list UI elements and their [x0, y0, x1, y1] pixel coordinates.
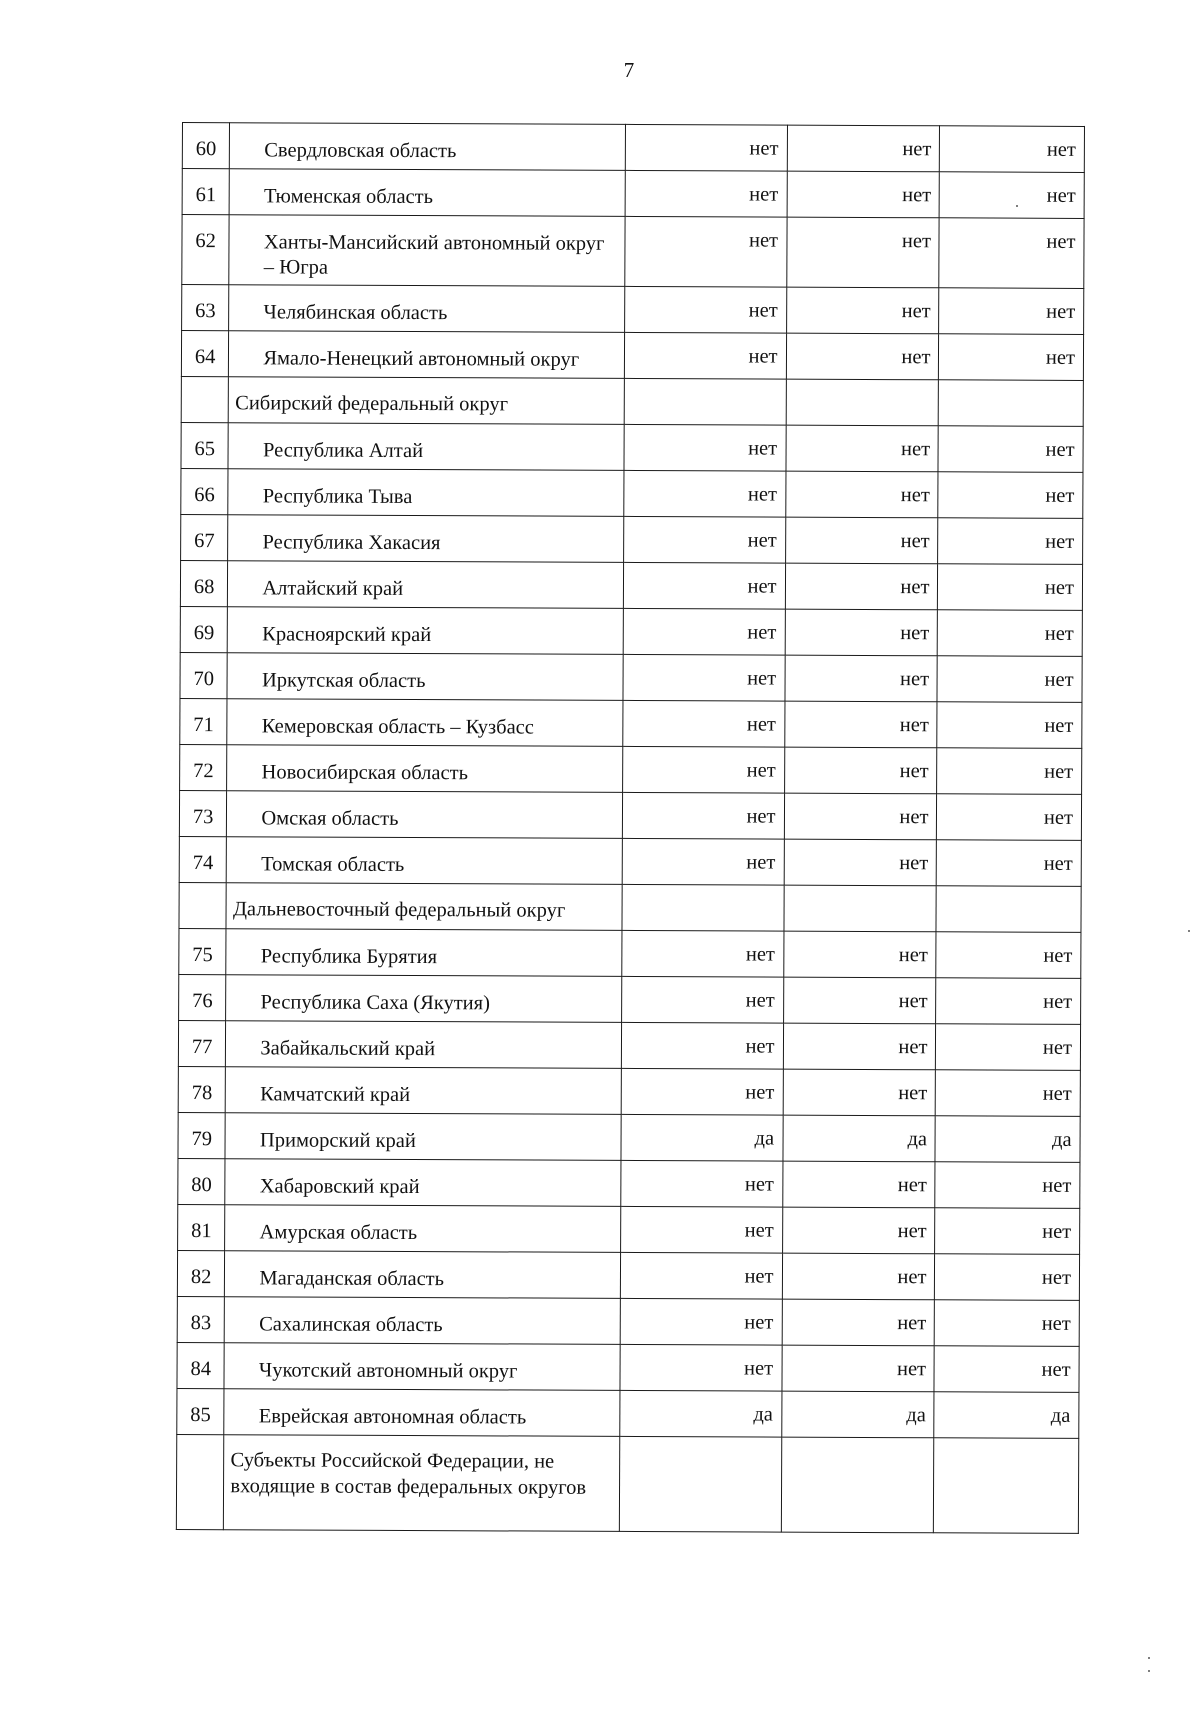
value-col-3: нет — [938, 564, 1083, 611]
value-col-3 — [939, 380, 1084, 427]
value-col-1: нет — [620, 1344, 782, 1391]
row-number: 85 — [177, 1388, 225, 1434]
row-number: 68 — [180, 560, 228, 606]
region-name: Республика Бурятия — [226, 929, 622, 977]
value-col-2 — [781, 1437, 934, 1533]
value-col-3: нет — [939, 288, 1084, 335]
row-number — [179, 882, 227, 928]
region-name: Забайкальский край — [226, 1021, 622, 1069]
value-col-1: да — [620, 1390, 782, 1437]
value-col-3 — [934, 1438, 1079, 1534]
value-col-1: нет — [623, 792, 785, 839]
row-number: 65 — [181, 422, 229, 468]
region-name: Сибирский федеральный округ — [229, 377, 625, 425]
value-col-2: нет — [786, 425, 939, 472]
row-number: 70 — [180, 652, 228, 698]
row-number: 60 — [182, 123, 230, 169]
row-number: 83 — [177, 1296, 225, 1342]
region-name: Амурская область — [225, 1205, 621, 1253]
value-col-2: нет — [786, 217, 939, 288]
value-col-2: нет — [784, 701, 937, 748]
value-col-3: нет — [935, 1208, 1080, 1255]
region-name: Камчатский край — [226, 1067, 622, 1115]
region-name: Иркутская область — [227, 653, 623, 701]
regions-table — [176, 122, 1085, 1534]
value-col-3: нет — [936, 978, 1081, 1025]
region-name: Омская область — [227, 791, 623, 839]
table-row — [178, 1020, 1080, 1070]
value-col-3: нет — [937, 748, 1082, 795]
region-name: Томская область — [227, 837, 623, 885]
value-col-2: нет — [783, 1069, 936, 1116]
value-col-1: нет — [621, 1022, 783, 1069]
value-col-2: нет — [782, 1299, 935, 1346]
value-col-3: нет — [935, 1162, 1080, 1209]
table-section-row — [179, 882, 1081, 932]
table-row — [180, 744, 1082, 794]
table-row — [181, 514, 1083, 564]
value-col-1 — [624, 378, 786, 425]
region-name: Республика Тыва — [228, 469, 624, 517]
value-col-1: нет — [624, 424, 786, 471]
value-col-3: нет — [937, 794, 1082, 841]
value-col-2: нет — [786, 287, 939, 334]
row-number: 64 — [181, 331, 229, 377]
row-number: 62 — [182, 215, 230, 285]
value-col-3: нет — [938, 518, 1083, 565]
value-col-1: нет — [621, 1160, 783, 1207]
row-number — [181, 376, 229, 422]
value-col-1: нет — [625, 216, 787, 287]
region-name: Алтайский край — [228, 561, 624, 609]
row-number: 78 — [178, 1066, 226, 1112]
table-row — [180, 698, 1082, 748]
value-col-2: нет — [785, 655, 938, 702]
table-section-row — [181, 376, 1083, 426]
scan-speck — [1188, 930, 1190, 932]
region-name: Еврейская автономная область — [224, 1389, 620, 1437]
table-row — [177, 1342, 1079, 1392]
row-number: 75 — [179, 928, 227, 974]
value-col-1: нет — [622, 838, 784, 885]
value-col-2: нет — [784, 839, 937, 886]
value-col-2: нет — [787, 125, 940, 172]
table-row — [179, 790, 1081, 840]
value-col-3 — [936, 886, 1081, 933]
table-row — [179, 974, 1081, 1024]
row-number: 71 — [180, 698, 228, 744]
value-col-2: нет — [782, 1207, 935, 1254]
row-number: 61 — [182, 169, 230, 215]
value-col-2: нет — [785, 609, 938, 656]
value-col-2: да — [783, 1115, 936, 1162]
region-name: Чукотский автономный округ — [224, 1343, 620, 1391]
region-name: Кемеровская область – Кузбасс — [227, 699, 623, 747]
row-number: 76 — [179, 974, 227, 1020]
value-col-2: нет — [785, 471, 938, 518]
table-row — [180, 560, 1082, 610]
row-number — [176, 1434, 224, 1529]
value-col-1: нет — [623, 608, 785, 655]
region-name: Сахалинская область — [225, 1297, 621, 1345]
region-name: Республика Алтай — [228, 423, 624, 471]
value-col-2: нет — [782, 1253, 935, 1300]
value-col-3: нет — [935, 1254, 1080, 1301]
table-row — [180, 606, 1082, 656]
regions-table-body — [176, 123, 1084, 1534]
value-col-1 — [622, 884, 784, 931]
value-col-2: нет — [783, 931, 936, 978]
value-col-2: нет — [786, 333, 939, 380]
row-number: 72 — [180, 744, 228, 790]
row-number: 80 — [178, 1158, 226, 1204]
table-row — [182, 215, 1084, 289]
value-col-1: да — [621, 1114, 783, 1161]
value-col-1: нет — [623, 700, 785, 747]
table-row — [182, 169, 1084, 219]
table-row — [177, 1296, 1079, 1346]
region-name: Магаданская область — [225, 1251, 621, 1299]
table-row — [178, 1204, 1080, 1254]
table-section-row — [176, 1434, 1078, 1533]
value-col-2 — [784, 885, 937, 932]
value-col-1: нет — [622, 976, 784, 1023]
value-col-3: нет — [939, 218, 1084, 289]
value-col-2 — [786, 379, 939, 426]
table-row — [178, 1066, 1080, 1116]
value-col-3: нет — [938, 426, 1083, 473]
value-col-2: нет — [783, 977, 936, 1024]
region-name: Челябинская область — [229, 285, 625, 333]
value-col-1: нет — [621, 1206, 783, 1253]
region-name: Свердловская область — [230, 123, 626, 171]
region-name: Республика Хакасия — [228, 515, 624, 563]
table-row — [181, 331, 1083, 381]
value-col-1: нет — [624, 516, 786, 563]
value-col-3: нет — [938, 472, 1083, 519]
value-col-1: нет — [620, 1298, 782, 1345]
value-col-1: нет — [621, 1068, 783, 1115]
value-col-3: нет — [938, 610, 1083, 657]
region-name: Ямало-Ненецкий автономный округ — [229, 331, 625, 379]
row-number: 73 — [179, 790, 227, 836]
value-col-2: нет — [785, 563, 938, 610]
value-col-3: да — [935, 1116, 1080, 1163]
table-row — [182, 285, 1084, 335]
row-number: 79 — [178, 1112, 226, 1158]
row-number: 77 — [178, 1020, 226, 1066]
value-col-1: нет — [622, 930, 784, 977]
table-row — [177, 1250, 1079, 1300]
region-name: Красноярский край — [228, 607, 624, 655]
row-number: 82 — [177, 1250, 225, 1296]
page-number: 7 — [623, 58, 635, 82]
table-row — [177, 1388, 1079, 1438]
region-name: Тюменская область — [230, 169, 626, 217]
table-row — [178, 1158, 1080, 1208]
value-col-2: нет — [787, 171, 940, 218]
value-col-3: нет — [936, 932, 1081, 979]
table-row — [182, 123, 1084, 173]
value-col-3: нет — [936, 1070, 1081, 1117]
value-col-1: нет — [620, 1252, 782, 1299]
region-name: Дальневосточный федеральный округ — [226, 883, 622, 931]
value-col-1: нет — [623, 746, 785, 793]
row-number: 69 — [180, 606, 228, 652]
row-number: 81 — [178, 1204, 226, 1250]
table-row — [181, 468, 1083, 518]
value-col-3: нет — [934, 1346, 1079, 1393]
value-col-3: нет — [939, 334, 1084, 381]
region-name: Субъекты Российской Федерации, не входящие в состав федеральных округов — [224, 1435, 620, 1532]
table-row — [179, 836, 1081, 886]
value-col-3: нет — [936, 1024, 1081, 1071]
value-col-2: нет — [782, 1161, 935, 1208]
value-col-1: нет — [625, 170, 787, 217]
scan-speck — [1016, 205, 1018, 207]
value-col-1: нет — [625, 286, 787, 333]
value-col-2: да — [781, 1391, 934, 1438]
value-col-2: нет — [783, 1023, 936, 1070]
value-col-1: нет — [624, 470, 786, 517]
row-number: 66 — [181, 468, 229, 514]
value-col-2: нет — [782, 1345, 935, 1392]
table-row — [181, 422, 1083, 472]
table-row — [178, 1112, 1080, 1162]
region-name: Хабаровский край — [225, 1159, 621, 1207]
value-col-3: нет — [937, 656, 1082, 703]
region-name: Республика Саха (Якутия) — [226, 975, 622, 1023]
value-col-3: нет — [940, 126, 1085, 173]
value-col-3: нет — [937, 702, 1082, 749]
region-name: Ханты-Мансийский автономный округ – Югра — [229, 215, 625, 287]
value-col-2: нет — [785, 517, 938, 564]
row-number: 67 — [181, 514, 229, 560]
table-row — [179, 928, 1081, 978]
row-number: 84 — [177, 1342, 225, 1388]
value-col-2: нет — [784, 747, 937, 794]
value-col-1: нет — [625, 332, 787, 379]
row-number: 74 — [179, 836, 227, 882]
value-col-3: да — [934, 1392, 1079, 1439]
row-number: 63 — [182, 285, 230, 331]
value-col-3: нет — [935, 1300, 1080, 1347]
value-col-3: нет — [937, 840, 1082, 887]
value-col-2: нет — [784, 793, 937, 840]
scan-speck — [1148, 1670, 1150, 1672]
value-col-1: нет — [624, 562, 786, 609]
value-col-1: нет — [625, 124, 787, 171]
region-name: Приморский край — [225, 1113, 621, 1161]
table-row — [180, 652, 1082, 702]
value-col-1: нет — [623, 654, 785, 701]
value-col-1 — [619, 1436, 781, 1532]
region-name: Новосибирская область — [227, 745, 623, 793]
value-col-3: нет — [940, 172, 1085, 219]
scan-speck — [1148, 1657, 1150, 1659]
